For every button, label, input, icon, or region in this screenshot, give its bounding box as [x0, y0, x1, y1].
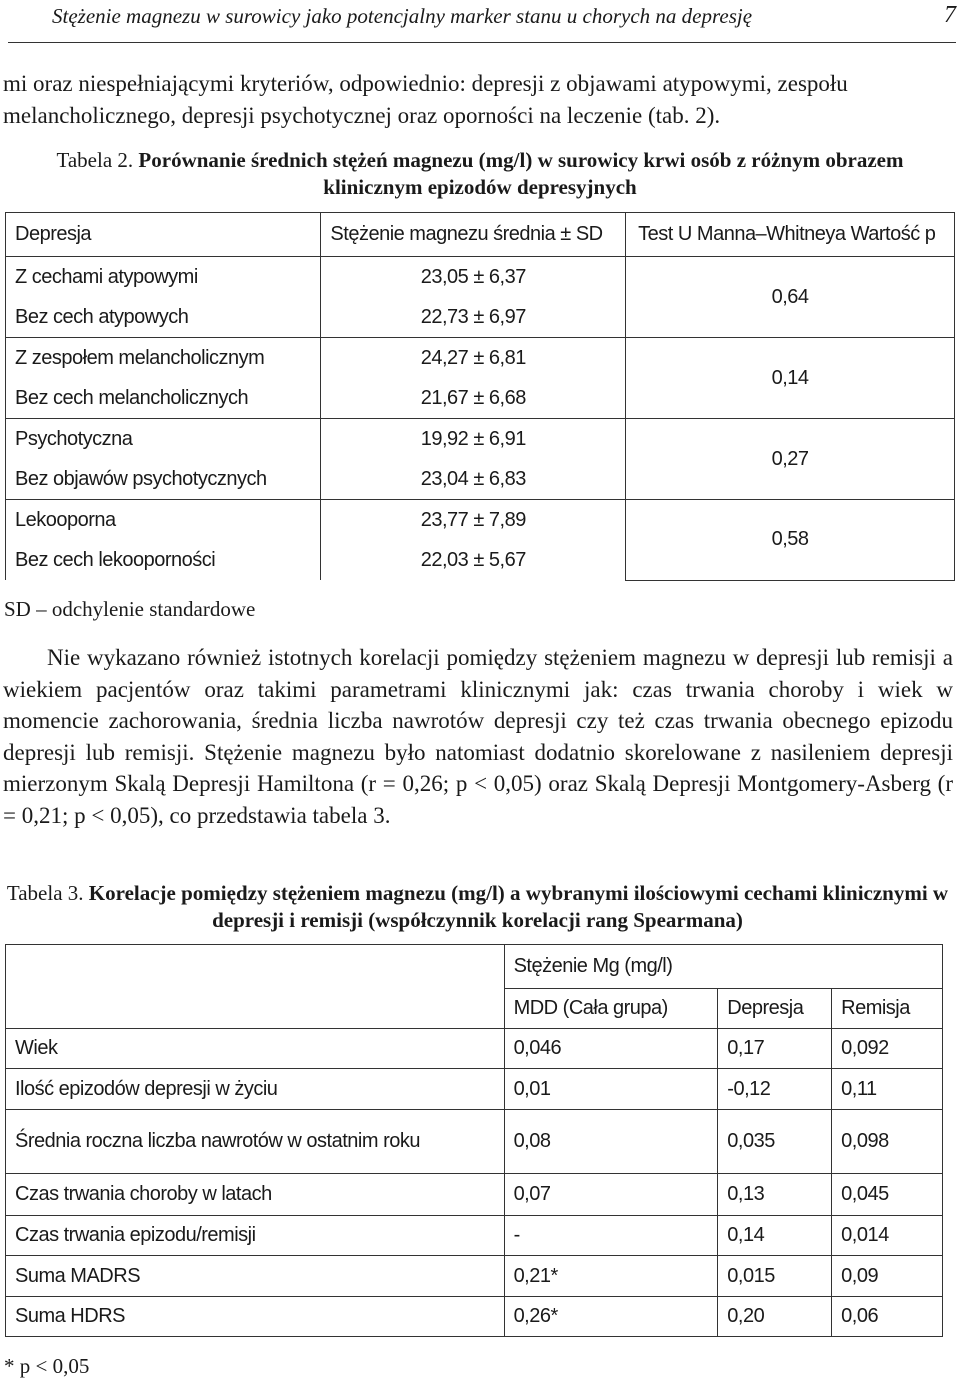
table-row [6, 1110, 943, 1174]
row-label: Z cechami atypowymi [6, 257, 321, 298]
row-label: Z zespołem melancholicznym [6, 338, 321, 379]
table-row [6, 1256, 943, 1297]
intro-paragraph: mi oraz niespełniającymi kryteriów, odpowiednio: depresji z objawami atypowymi, zespołu melancholicznego, depresji psychotycznej oraz oporności na leczenie (tab. 2). [3, 71, 848, 128]
row-value: 24,27 ± 6,81 [321, 338, 626, 379]
running-header [8, 2, 956, 43]
table-row [6, 1029, 943, 1069]
table-2 [5, 212, 955, 581]
table3-group-header-row [6, 945, 943, 989]
table3-header-mdd: MDD (Cała grupa) [504, 989, 718, 1029]
row-label: Bez cech melancholicznych [6, 378, 321, 419]
cell-value: 0,06 [832, 1297, 943, 1337]
table-row [6, 1297, 943, 1337]
table-row [6, 1069, 943, 1110]
cell-value: -0,12 [718, 1069, 832, 1110]
row-label: Psychotyczna [6, 419, 321, 460]
table-row [6, 419, 955, 460]
table-row [6, 500, 955, 541]
cell-value: 0,045 [832, 1174, 943, 1216]
cell-value: 0,046 [504, 1029, 718, 1069]
row-value: 23,05 ± 6,37 [321, 257, 626, 298]
cell-value: 0,098 [832, 1110, 943, 1174]
cell-value: 0,13 [718, 1174, 832, 1216]
row-label: Średnia roczna liczba nawrotów w ostatnim roku [6, 1110, 505, 1174]
table-row [6, 338, 955, 379]
table-row [6, 1216, 943, 1256]
row-label: Bez objawów psychotycznych [6, 459, 321, 500]
row-value: 19,92 ± 6,91 [321, 419, 626, 460]
p-value: 0,58 [626, 500, 955, 581]
table3-label: Tabela 3. [6, 881, 84, 905]
cell-value: 0,14 [718, 1216, 832, 1256]
table3-header-remisja: Remisja [832, 989, 943, 1029]
row-label: Bez cech lekooporności [6, 540, 321, 580]
table3-group-header: Stężenie Mg (mg/l) [504, 945, 942, 989]
cell-value: 0,20 [718, 1297, 832, 1337]
row-value: 21,67 ± 6,68 [321, 378, 626, 419]
cell-value: 0,035 [718, 1110, 832, 1174]
cell-value: 0,08 [504, 1110, 718, 1174]
table2-header-stezenie: Stężenie magnezu średnia ± SD [321, 213, 626, 257]
row-label: Bez cech atypowych [6, 297, 321, 338]
row-label: Wiek [6, 1029, 505, 1069]
table-row [6, 1174, 943, 1216]
cell-value: 0,092 [832, 1029, 943, 1069]
table3-empty-corner [6, 945, 505, 1029]
row-label: Czas trwania epizodu/remisji [6, 1216, 505, 1256]
cell-value: 0,015 [718, 1256, 832, 1297]
table-3 [5, 944, 943, 1337]
table3-caption [5, 880, 950, 934]
cell-value: 0,21* [504, 1256, 718, 1297]
table3-caption-text: Korelacje pomiędzy stężeniem magnezu (mg/l) a wybranymi ilościowymi cechami klinicznymi w depresji i remisji (współczynnik korelacji rang Spearmana) [88, 881, 949, 932]
p-value: 0,27 [626, 419, 955, 500]
table2-label: Tabela 2. [56, 148, 134, 172]
row-label: Lekooporna [6, 500, 321, 541]
row-label: Suma MADRS [6, 1256, 505, 1297]
p-value: 0,64 [626, 257, 955, 338]
table3-header-depresja: Depresja [718, 989, 832, 1029]
row-value: 22,03 ± 5,67 [321, 540, 626, 580]
table3-footnote: * p < 0,05 [4, 1354, 90, 1378]
cell-value: 0,07 [504, 1174, 718, 1216]
row-label: Suma HDRS [6, 1297, 505, 1337]
cell-value: 0,09 [832, 1256, 943, 1297]
cell-value: 0,014 [832, 1216, 943, 1256]
row-label: Ilość epizodów depresji w życiu [6, 1069, 505, 1110]
row-value: 23,77 ± 7,89 [321, 500, 626, 541]
p-value: 0,14 [626, 338, 955, 419]
cell-value: 0,26* [504, 1297, 718, 1337]
table2-header-row [6, 213, 955, 257]
table2-caption [30, 147, 930, 201]
table2-footnote: SD – odchylenie standardowe [4, 597, 256, 621]
cell-value: - [504, 1216, 718, 1256]
table2-header-depresja: Depresja [6, 213, 321, 257]
cell-value: 0,01 [504, 1069, 718, 1110]
page-number: 7 [944, 2, 956, 28]
table2-header-test: Test U Manna–Whitneya Wartość p [626, 213, 955, 257]
running-title: Stężenie magnezu w surowicy jako potencjalny marker stanu u chorych na depresję [52, 4, 753, 28]
cell-value: 0,11 [832, 1069, 943, 1110]
table-row [6, 257, 955, 298]
body-paragraph: Nie wykazano również istotnych korelacji pomiędzy stężeniem magnezu w depresji lub remisji a wiekiem pacjentów oraz takimi parametrami klinicznymi jak: czas trwania choroby i wiek w momencie zachorowania, średnia liczba nawrotów depresji czy też czas trwania obecnego epizodu depresji lub remisji. Stężenie magnezu było natomiast dodatnio skorelowane z nasileniem depresji mierzonym Skalą Depresji Hamiltona (r = 0,26; p < 0,05) oraz Skalą Depresji Montgomery-Asberg (r = 0,21; p < 0,05), co przedstawia tabela 3. [3, 645, 953, 828]
table2-caption-text: Porównanie średnich stężeń magnezu (mg/l) w surowicy krwi osób z różnym obrazem klinicznym epizodów depresyjnych [138, 148, 904, 199]
row-value: 22,73 ± 6,97 [321, 297, 626, 338]
row-value: 23,04 ± 6,83 [321, 459, 626, 500]
cell-value: 0,17 [718, 1029, 832, 1069]
row-label: Czas trwania choroby w latach [6, 1174, 505, 1216]
